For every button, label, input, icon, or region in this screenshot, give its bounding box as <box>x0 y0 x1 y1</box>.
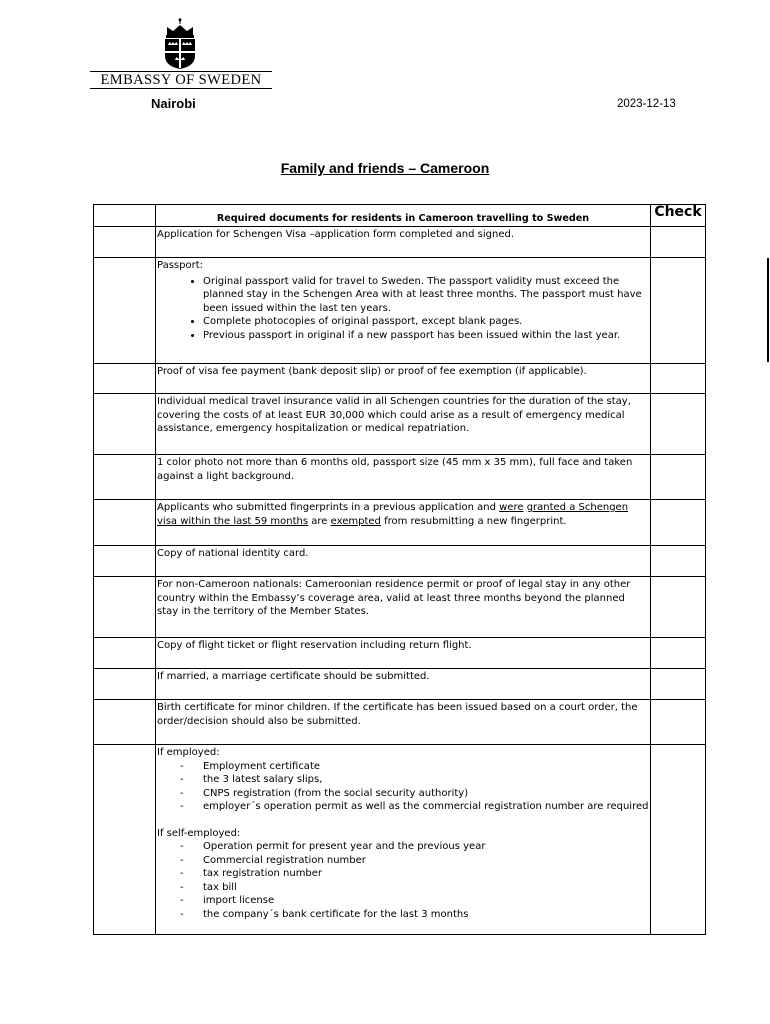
table-row <box>94 745 706 935</box>
blank-cell <box>94 669 156 700</box>
list-item: • Previous passport in original if a new passport has been issued within the last year. <box>203 329 649 343</box>
blank-cell <box>94 500 156 546</box>
requirement-photo: 1 color photo not more than 6 months old, passport size (45 mm x 35 mm), full face and taken against a light background. <box>156 455 651 500</box>
fingerprint-text: from resubmitting a new fingerprint. <box>380 515 567 527</box>
list-item: - the 3 latest salary slips, <box>157 773 649 787</box>
employed-label: If employed: <box>157 747 220 758</box>
list-item: - import license <box>157 894 649 908</box>
blank-cell <box>94 546 156 577</box>
blank-cell <box>94 745 156 935</box>
logo-underline <box>90 88 272 89</box>
table-row <box>94 227 706 258</box>
table-row <box>94 577 706 638</box>
requirement-visa-fee: Proof of visa fee payment (bank deposit slip) or proof of fee exemption (if applicable). <box>156 364 651 394</box>
fingerprint-text: are <box>308 515 331 527</box>
list-item: - Commercial registration number <box>157 854 649 868</box>
table-row <box>94 258 706 364</box>
list-item: • Original passport valid for travel to Sweden. The passport validity must exceed the planned stay in the Schengen Area with at least three months. The passport must have been issued within the last ten years. <box>203 275 649 316</box>
list-item: - Operation permit for present year and the previous year <box>157 840 649 854</box>
requirement-national-id: Copy of national identity card. <box>156 546 651 577</box>
list-item: - employer´s operation permit as well as the commercial registration number are required <box>157 800 649 814</box>
table-row <box>94 500 706 546</box>
table-row <box>94 700 706 745</box>
check-label: Check <box>654 204 702 220</box>
list-item: - CNPS registration (from the social security authority) <box>157 787 649 801</box>
page-title-text: Family and friends – Cameroon <box>280 160 490 176</box>
table-row <box>94 546 706 577</box>
check-cell[interactable] <box>651 546 706 577</box>
blank-cell <box>94 700 156 745</box>
blank-cell <box>94 258 156 364</box>
blank-cell <box>94 455 156 500</box>
check-cell[interactable] <box>651 258 706 364</box>
fingerprint-emphasis: were <box>499 502 524 513</box>
requirement-visa-form: Application for Schengen Visa –application form completed and signed. <box>156 227 651 258</box>
document-date: 2023-12-13 <box>617 98 676 110</box>
check-cell[interactable] <box>651 638 706 669</box>
requirement-marriage: If married, a marriage certificate should be submitted. <box>156 669 651 700</box>
blank-cell <box>94 364 156 394</box>
spacer <box>157 814 649 827</box>
blank-cell <box>94 394 156 455</box>
fingerprint-emphasis: granted a Schengen visa within the last 59 months <box>157 502 629 527</box>
employed-list <box>157 760 649 814</box>
blank-cell <box>94 205 156 227</box>
requirement-insurance: Individual medical travel insurance valid in all Schengen countries for the duration of the stay, covering the costs of at least EUR 30,000 which could arise as a result of emergency medical assistance, emergency hospitalization or medical repatriation. <box>156 394 651 455</box>
fingerprint-text: Applicants who submitted fingerprints in a previous application and <box>157 502 500 513</box>
check-cell[interactable] <box>651 364 706 394</box>
table-row <box>94 669 706 700</box>
self-employed-list <box>157 840 649 921</box>
list-item: - tax registration number <box>157 867 649 881</box>
table-header-row <box>94 205 706 227</box>
requirement-employment <box>156 745 651 935</box>
check-cell[interactable] <box>651 745 706 935</box>
table-row <box>94 638 706 669</box>
blank-cell <box>94 577 156 638</box>
requirement-passport <box>156 258 651 364</box>
requirements-table <box>93 204 706 935</box>
list-item: - tax bill <box>157 881 649 895</box>
check-column-header <box>651 205 706 227</box>
table-row <box>94 364 706 394</box>
passport-list <box>157 275 649 343</box>
table-row <box>94 394 706 455</box>
check-cell[interactable] <box>651 455 706 500</box>
requirement-fingerprint <box>156 500 651 546</box>
page-title <box>0 160 770 176</box>
table-header-text: Required documents for residents in Cameroon travelling to Sweden <box>216 213 590 224</box>
list-item: - Employment certificate <box>157 760 649 774</box>
requirement-birth: Birth certificate for minor children. If the certificate has been issued based on a court order, the order/decision should also be submitted. <box>156 700 651 745</box>
requirement-non-national: For non-Cameroon nationals: Cameroonian residence permit or proof of legal stay in any other country within the Embassy’s coverage area, valid at least three months beyond the planned stay in the territory of the Member States. <box>156 577 651 638</box>
passport-label: Passport: <box>157 260 203 271</box>
blank-cell <box>94 638 156 669</box>
requirement-flight: Copy of flight ticket or flight reservation including return flight. <box>156 638 651 669</box>
check-cell[interactable] <box>651 227 706 258</box>
blank-cell <box>94 227 156 258</box>
table-row <box>94 455 706 500</box>
check-cell[interactable] <box>651 500 706 546</box>
crown-shield-icon <box>162 18 198 70</box>
fingerprint-emphasis: exempted <box>330 515 381 527</box>
check-cell[interactable] <box>651 394 706 455</box>
table-header <box>156 205 651 227</box>
embassy-logo <box>90 18 272 89</box>
check-cell[interactable] <box>651 577 706 638</box>
list-item: - the company´s bank certificate for the last 3 months <box>157 908 649 922</box>
check-cell[interactable] <box>651 669 706 700</box>
logo-text: EMBASSY OF SWEDEN <box>90 71 272 88</box>
check-cell[interactable] <box>651 700 706 745</box>
self-employed-label: If self-employed: <box>157 827 241 839</box>
embassy-city: Nairobi <box>151 96 196 111</box>
list-item: • Complete photocopies of original passport, except blank pages. <box>203 315 649 329</box>
margin-mark <box>767 258 769 362</box>
